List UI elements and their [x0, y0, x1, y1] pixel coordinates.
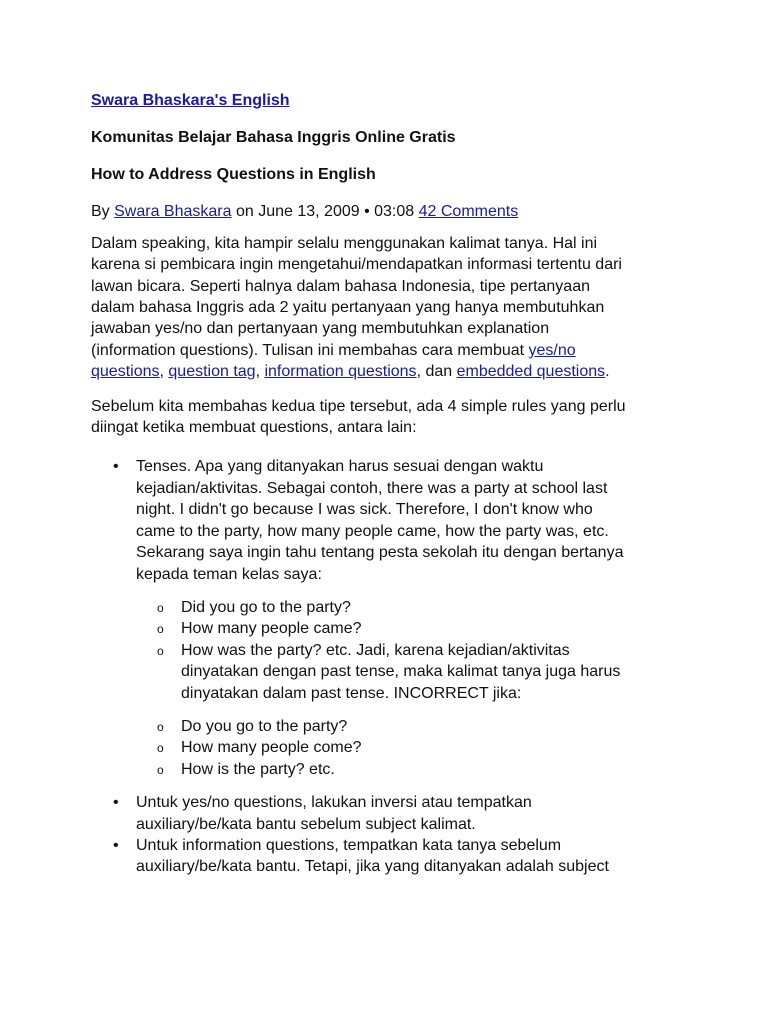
- text-line: Did you go to the party?: [181, 598, 351, 616]
- example-list: [136, 597, 731, 704]
- text-line: auxiliary/be/kata bantu. Tetapi, jika yang ditanyakan adalah subject: [136, 858, 609, 876]
- intro-paragraph: [91, 233, 731, 383]
- question-tag-link[interactable]: question tag: [168, 363, 256, 381]
- comments-link[interactable]: 42 Comments: [418, 203, 519, 221]
- text-line: kejadian/aktivitas. Sebagai contoh, there was a party at school last: [136, 479, 608, 497]
- example-item: [136, 640, 731, 704]
- information-questions-link[interactable]: information questions: [264, 363, 417, 381]
- text-line: karena si pembicara ingin mengetahui/mendapatkan informasi tertentu dari: [91, 256, 622, 274]
- text-line: Untuk information questions, tempatkan kata tanya sebelum: [136, 836, 562, 854]
- text-line: lawan bicara. Seperti halnya dalam bahasa Indonesia, tipe pertanyaan: [91, 277, 590, 295]
- circle-bullet-icon: o: [157, 719, 164, 734]
- post-date: on June 13, 2009 • 03:08: [235, 203, 415, 221]
- text-line: Dalam speaking, kita hampir selalu menggunakan kalimat tanya. Hal ini: [91, 234, 598, 252]
- text-line: How was the party? etc. Jadi, karena kejadian/aktivitas: [181, 641, 570, 659]
- yes-no-questions-link-cont[interactable]: questions: [91, 363, 160, 381]
- text-line: Untuk yes/no questions, lakukan inversi atau tempatkan: [136, 794, 532, 812]
- yes-no-questions-link[interactable]: yes/no: [528, 341, 576, 359]
- rule-item: [91, 792, 731, 835]
- text-line: How is the party? etc.: [181, 760, 335, 778]
- rules-intro: [91, 396, 731, 439]
- period: .: [605, 363, 610, 381]
- rule-item: [91, 835, 731, 878]
- example-list: [136, 716, 731, 780]
- post-title: How to Address Questions in English: [91, 166, 376, 184]
- text: (information questions). Tulisan ini membahas cara membuat: [91, 341, 529, 359]
- example-item: [136, 618, 731, 639]
- text-line: night. I didn't go because I was sick. Therefore, I don't know who: [136, 501, 593, 519]
- circle-bullet-icon: o: [157, 622, 164, 637]
- circle-bullet-icon: o: [157, 762, 164, 777]
- sep: , dan: [416, 363, 457, 381]
- author-link[interactable]: Swara Bhaskara: [114, 203, 232, 221]
- text-line: Sekarang saya ingin tahu tentang pesta sekolah itu dengan bertanya: [136, 544, 624, 562]
- text-line: jawaban yes/no dan pertanyaan yang membutuhkan explanation: [91, 320, 550, 338]
- text-line: Sebelum kita membahas kedua tipe tersebut, ada 4 simple rules yang perlu: [91, 397, 626, 415]
- bullet-icon: •: [113, 458, 119, 476]
- text-line: diingat ketika membuat questions, antara lain:: [91, 419, 417, 437]
- text-line: Do you go to the party?: [181, 717, 348, 735]
- circle-bullet-icon: o: [157, 643, 164, 658]
- text-line: Tenses. Apa yang ditanyakan harus sesuai dengan waktu: [136, 458, 544, 476]
- text-line: [91, 340, 731, 361]
- example-item: [136, 716, 731, 737]
- text-line: [91, 361, 731, 382]
- text-line: dalam bahasa Inggris ada 2 yaitu pertanyaan yang hanya membutuhkan: [91, 299, 605, 317]
- circle-bullet-icon: o: [157, 741, 164, 756]
- text-line: dinyatakan dalam past tense. INCORRECT jika:: [181, 684, 522, 702]
- bullet-icon: •: [113, 836, 119, 854]
- post-meta: [91, 201, 731, 222]
- article: [91, 90, 731, 878]
- sep: ,: [255, 363, 265, 381]
- circle-bullet-icon: o: [157, 600, 164, 615]
- text-line: dinyatakan dengan past tense, maka kalimat tanya juga harus: [181, 663, 621, 681]
- site-title-link[interactable]: Swara Bhaskara's English: [91, 92, 290, 109]
- text-line: How many people came?: [181, 620, 362, 638]
- site-subtitle: Komunitas Belajar Bahasa Inggris Online Gratis: [91, 129, 456, 147]
- example-item: [136, 737, 731, 758]
- rule-item: [91, 456, 731, 780]
- sep: ,: [159, 363, 169, 381]
- embedded-questions-link[interactable]: embedded questions: [456, 363, 606, 381]
- text-line: kepada teman kelas saya:: [136, 565, 322, 583]
- rules-list: [91, 456, 731, 877]
- by-label: By: [91, 203, 110, 221]
- example-item: [136, 597, 731, 618]
- bullet-icon: •: [113, 794, 119, 812]
- text-line: How many people come?: [181, 739, 362, 757]
- text-line: auxiliary/be/kata bantu sebelum subject kalimat.: [136, 815, 476, 833]
- text-line: came to the party, how many people came, how the party was, etc.: [136, 522, 609, 540]
- example-item: [136, 759, 731, 780]
